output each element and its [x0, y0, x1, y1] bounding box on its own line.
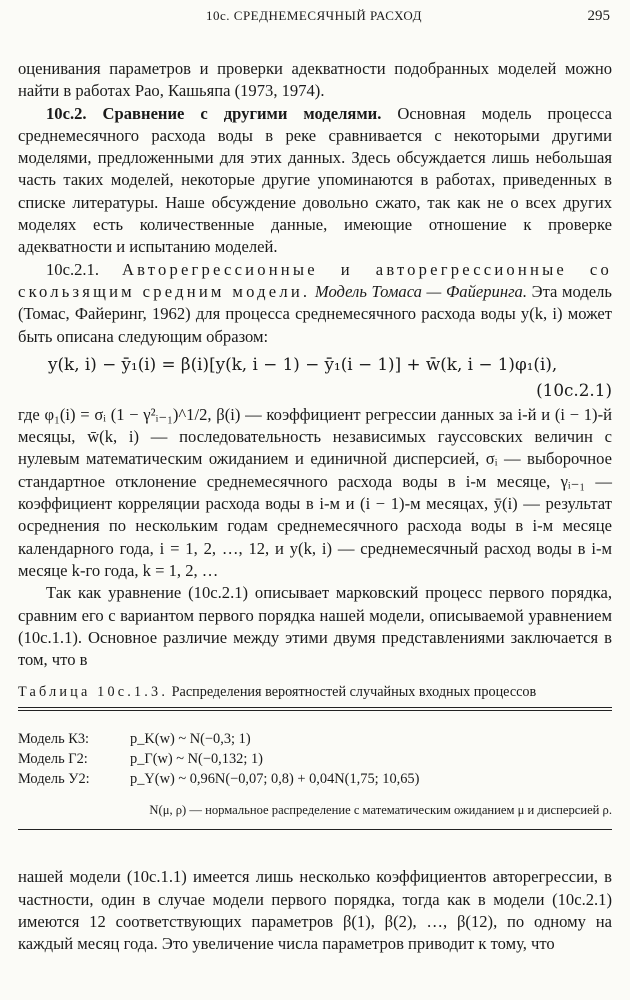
page-number: 295	[587, 8, 610, 24]
equation: y(k, i) − ȳ₁(i) = β(i)[y(k, i − 1) − ȳ₁(i − 1)] + w̄(k, i − 1)φ₁(i),	[48, 353, 558, 374]
equation-number: (10с.2.1)	[536, 379, 612, 400]
table-caption	[18, 683, 612, 701]
table-distribution-cell: p_Γ(w) ~ N(−0,132; 1)	[130, 751, 263, 768]
equation-block	[18, 348, 612, 404]
table-distribution-cell: p_K(w) ~ N(−0,3; 1)	[130, 731, 251, 748]
table-row	[18, 769, 612, 789]
table-model-cell: Модель У2:	[18, 771, 90, 788]
table-row	[18, 729, 612, 749]
table-footnote: N(μ, ρ) — нормальное распределение с математическим ожиданием μ и дисперсией ρ.	[149, 803, 612, 818]
closing-paragraph: нашей модели (10с.1.1) имеется лишь несколько коэффициентов авторегрессии, в частности, один в случае модели первого порядка, тогда как в модели (10с.2.1) имеются 12 соответствующих параметров β(1), β(2), …, β(12), по одному на каждый месяц года. Это увеличение числа параметров приводит к тому, что	[18, 867, 612, 954]
table-10c13	[18, 683, 612, 830]
table-model-cell: Модель К3:	[18, 731, 90, 748]
section-heading: 10с.2. Сравнение с другими моделями.	[46, 103, 382, 123]
table-row	[18, 749, 612, 769]
table-caption-text: Распределения вероятностей случайных входных процессов	[168, 684, 537, 701]
paragraph-continuation: оценивания параметров и проверки адекватности подобранных моделей можно найти в работах Рао, Кашьяпа (1973, 1974).	[18, 59, 612, 101]
subsection-number: 10с.2.1.	[46, 259, 99, 279]
comparison-paragraph: Так как уравнение (10с.2.1) описывает марковский процесс первого порядка, сравним его с вариантом первого порядка нашей модели, описываемой уравнением (10с.1.1). Основное различие между этими двумя представлениями заключается в том, что в	[18, 583, 612, 670]
section-10c2-paragraph	[18, 103, 612, 259]
definitions-paragraph: где φ₁(i) = σᵢ (1 − γ²ᵢ₋₁)^1/2, β(i) — коэффициент регрессии данных за i-й и (i − 1)-й месяцы, w̄(k, i) — последовательность независимых гауссовских величин с нулевым математическим ожиданием и единичной дисперсией, σᵢ — выборочное стандартное отклонение среднемесячного расхода воды в i-м месяце, γᵢ₋₁ — коэффициент корреляции расхода воды в i-м и (i − 1)-м месяцах, ȳ(i) — результат осреднения по нескольким годам среднемесячного расхода воды в i-м месяце календарного года, i = 1, 2, …, 12, и y(k, i) — среднемесячный расход воды в i-м месяце k-го года, k = 1, 2, …	[18, 404, 612, 580]
table-caption-label: Таблица 10с.1.3.	[18, 684, 169, 701]
table-rows	[18, 711, 612, 793]
table-model-cell: Модель Г2:	[18, 751, 88, 768]
subsection-text: Эта модель (Томас, Файеринг, 1962) для процесса среднемесячного расхода воды y(k, i) может быть описана следующим образом:	[18, 281, 613, 346]
section-text: Основная модель процесса среднемесячного расхода воды в реке сравнивается с некоторыми другими моделями, предложенными для этих данных. Здесь обсуждается лишь небольшая часть таких моделей, некоторые другие упоминаются в работах, приведенных в списке литературы. Наше обсуждение довольно сжато, так как не о всех других моделях есть количественные данные, имеющие отношение к проверке адекватности и испытанию моделей.	[18, 103, 612, 257]
table-bottom-rule	[18, 829, 612, 830]
subsection-heading: Авторегрессионные и авторегрессионные со скользящим средним модели.	[18, 259, 612, 301]
subsection-10c21-paragraph	[18, 259, 612, 348]
model-name: Модель Томаса — Файеринга.	[310, 281, 527, 301]
running-head: 10с. СРЕДНЕМЕСЯЧНЫЙ РАСХОД	[206, 8, 422, 23]
page-body	[18, 58, 612, 956]
table-distribution-cell: p_Y(w) ~ 0,96N(−0,07; 0,8) + 0,04N(1,75; 10,65)	[130, 771, 420, 788]
page-header	[18, 8, 610, 32]
